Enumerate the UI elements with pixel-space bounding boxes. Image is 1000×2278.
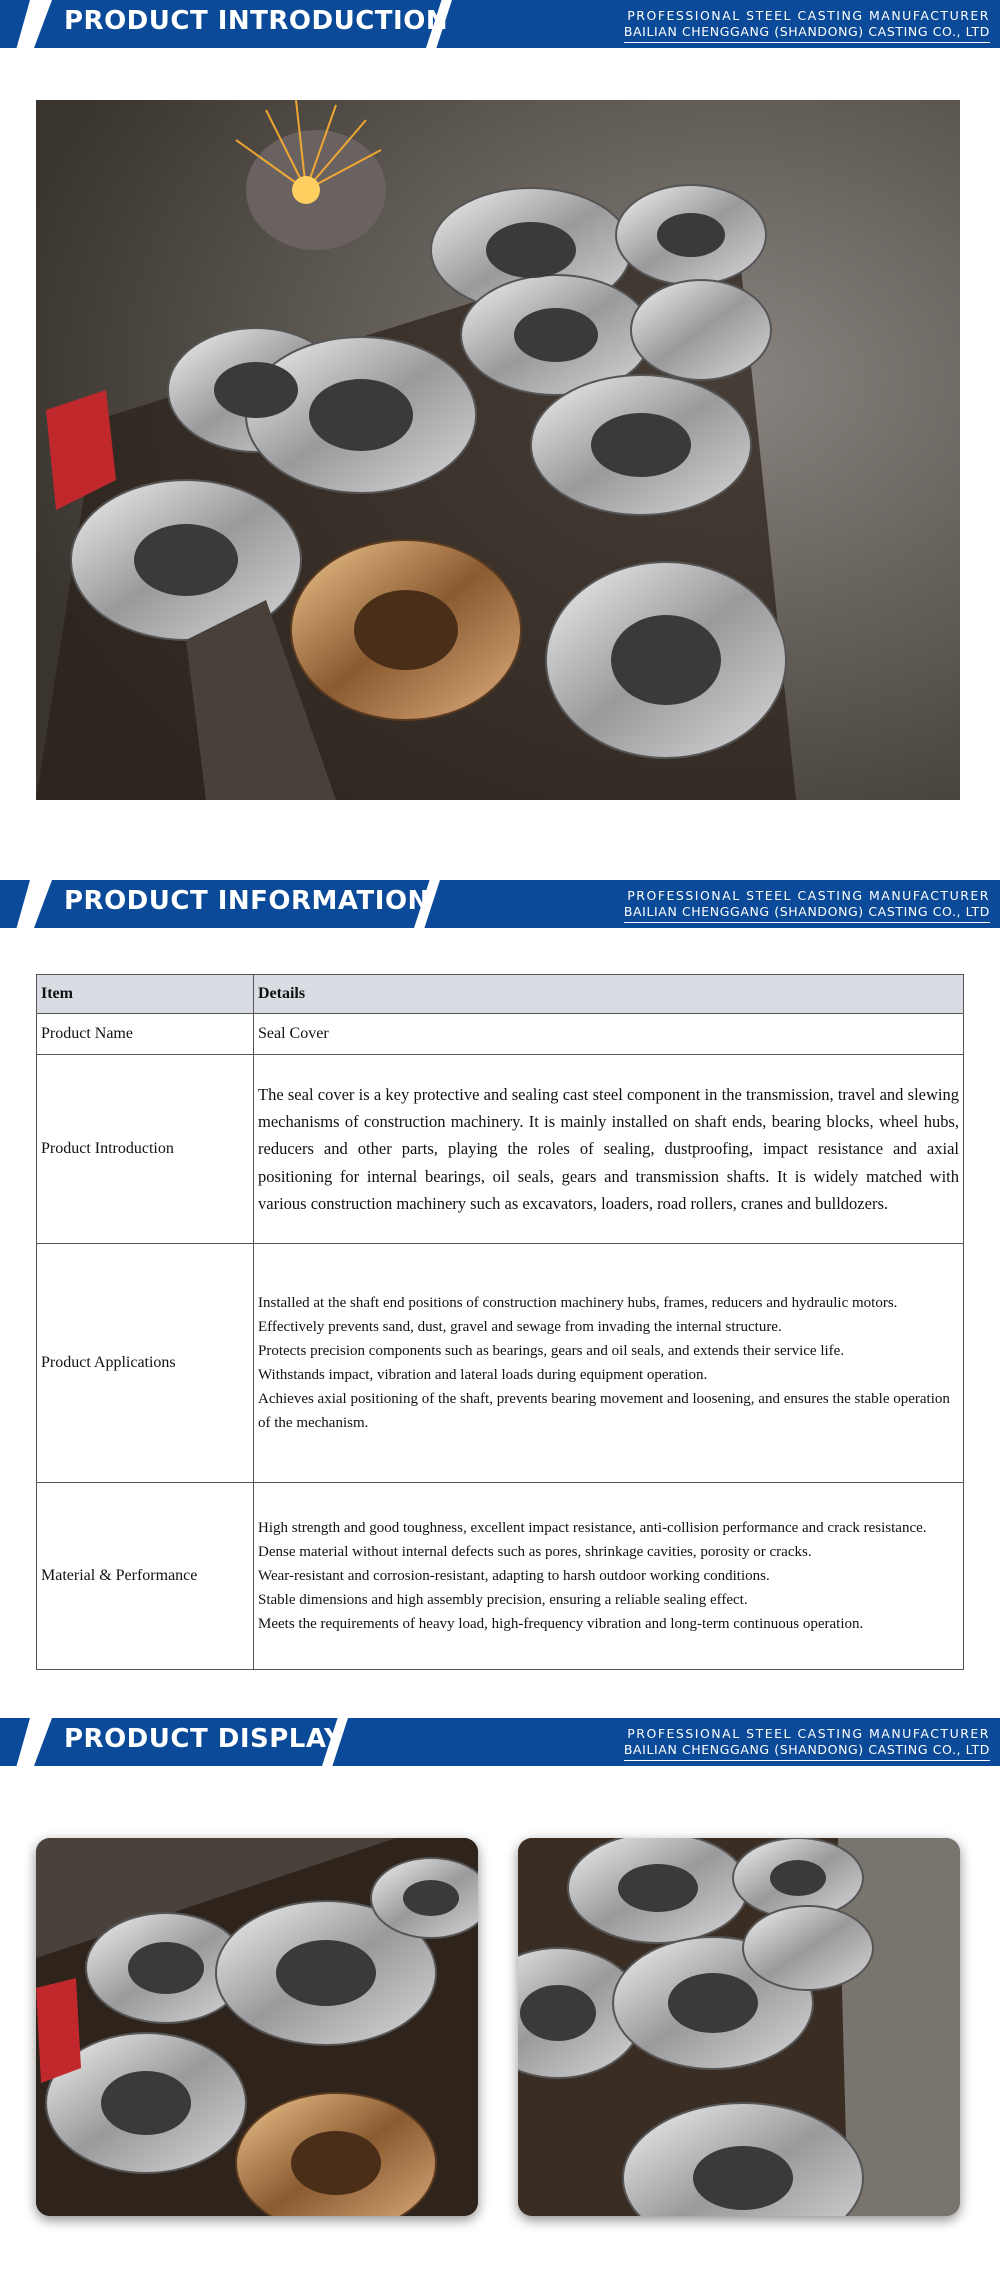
row-item: Product Applications: [37, 1244, 254, 1483]
row-details: Seal Cover: [254, 1014, 964, 1055]
section-title: PRODUCT INTRODUCTION: [64, 6, 449, 36]
seal-cover-photo-main: [36, 100, 960, 800]
section-title: PRODUCT DISPLAY: [64, 1724, 344, 1754]
table-row: [37, 1055, 964, 1244]
table-row: [37, 1014, 964, 1055]
banner-tagline: PROFESSIONAL STEEL CASTING MANUFACTURER: [627, 888, 990, 903]
row-item: Material & Performance: [37, 1483, 254, 1670]
row-item: Product Introduction: [37, 1055, 254, 1244]
row-details: Installed at the shaft end positions of construction machinery hubs, frames, reducers and hydraulic motors. Effectively prevents sand, dust, gravel and sewage from invading the internal structure. Protects precision components such as bearings, gears and oil seals, and extends their service life. Withstands impact, vibration and lateral loads during equipment operation. Achieves axial positioning of the shaft, prevents bearing movement and loosening, and ensures the stable operation of the mechanism.: [254, 1244, 964, 1483]
banner-tagline: PROFESSIONAL STEEL CASTING MANUFACTURER: [627, 1726, 990, 1741]
header-item: Item: [37, 975, 254, 1014]
banner-product-introduction: [0, 0, 1000, 48]
table-header-row: [37, 975, 964, 1014]
banner-company: BAILIAN CHENGGANG (SHANDONG) CASTING CO., LTD: [624, 24, 990, 43]
banner-company: BAILIAN CHENGGANG (SHANDONG) CASTING CO., LTD: [624, 904, 990, 923]
table-row: [37, 1483, 964, 1670]
row-details: The seal cover is a key protective and sealing cast steel component in the transmission, travel and slewing mechanisms of construction machinery. It is mainly installed on shaft ends, bearing blocks, wheel hubs, reducers and other parts, playing the roles of sealing, dustproofing, impact resistance and axial positioning for internal bearings, oil seals, gears and transmission shafts. It is widely matched with various construction machinery such as excavators, loaders, road rollers, cranes and bulldozers.: [254, 1055, 964, 1244]
seal-cover-photo-right: [518, 1838, 960, 2216]
banner-tagline: PROFESSIONAL STEEL CASTING MANUFACTURER: [627, 8, 990, 23]
product-info-table: [36, 974, 964, 1670]
header-details: Details: [254, 975, 964, 1014]
banner-product-information: [0, 880, 1000, 928]
table-row: [37, 1244, 964, 1483]
row-details: High strength and good toughness, excellent impact resistance, anti-collision performance and crack resistance. Dense material without internal defects such as pores, shrinkage cavities, porosity or cracks. Wear-resistant and corrosion-resistant, adapting to harsh outdoor working conditions. Stable dimensions and high assembly precision, ensuring a reliable sealing effect. Meets the requirements of heavy load, high-frequency vibration and long-term continuous operation.: [254, 1483, 964, 1670]
banner-company: BAILIAN CHENGGANG (SHANDONG) CASTING CO., LTD: [624, 1742, 990, 1761]
banner-product-display: [0, 1718, 1000, 1766]
seal-cover-photo-left: [36, 1838, 478, 2216]
row-item: Product Name: [37, 1014, 254, 1055]
section-title: PRODUCT INFORMATION: [64, 886, 430, 916]
